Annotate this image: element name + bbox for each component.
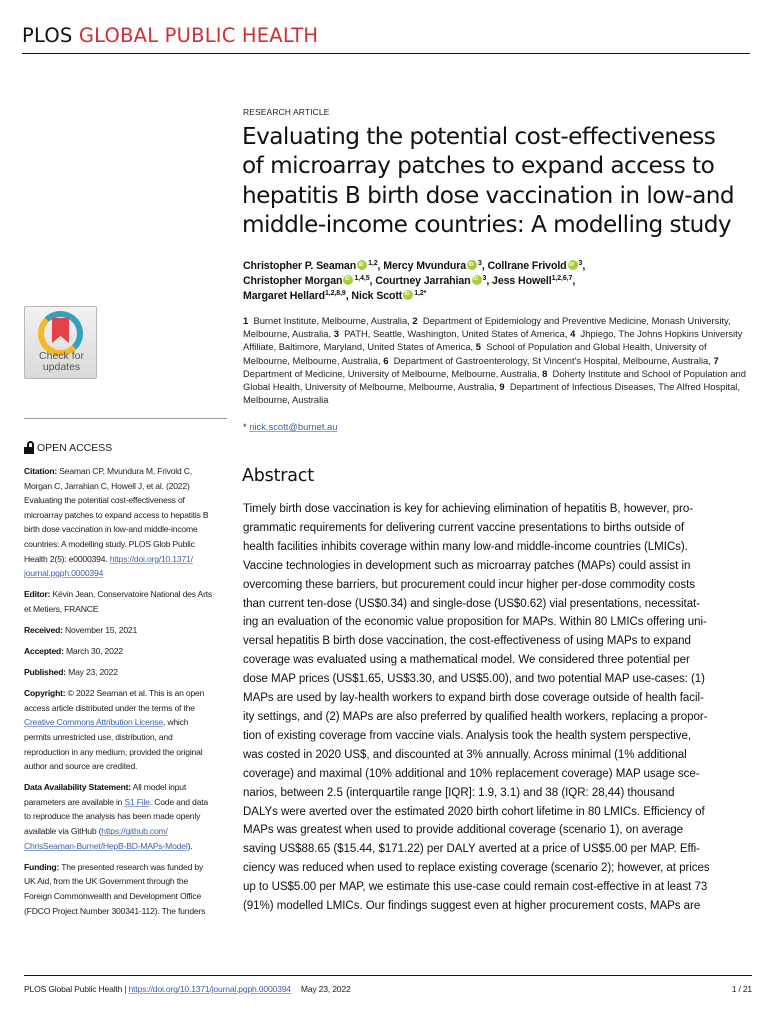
orcid-icon[interactable] (357, 260, 367, 270)
page-footer: PLOS Global Public Health | https://doi.org/10.1371/journal.pgph.0000394 May 23, 2022 1 / 21 (24, 984, 752, 994)
author[interactable]: Nick Scott iD $^{1,2*}$ (351, 290, 426, 302)
author[interactable]: Collrane Frivold iD $^3$ (488, 260, 583, 272)
accepted-date: Accepted: March 30, 2022 (24, 646, 123, 657)
license-link[interactable]: Creative Commons Attribution License (24, 717, 163, 728)
footer-date: May 23, 2022 (300, 984, 351, 994)
data-availability-block: Data Availability Statement: All model input parameters are available in S1 File. Code and data to reproduce the analysis has been made openly available via GitHub (https://github.com/ ChrisSeaman-Burnet/HepB-BD-MAPs-Model). (24, 782, 208, 851)
copyright-block: Copyright: © 2022 Seaman et al. This is an open access article distributed under the terms of the Creative Commons Attribution License, which permits unrestricted use, distribution, and reproduction in any medium, provided the original author and source are credited. (24, 688, 205, 772)
github-link[interactable]: https://github.com/ (101, 826, 168, 837)
github-link-cont[interactable]: ChrisSeaman-Burnet/HepB-BD-MAPs-Model (24, 840, 188, 851)
affiliations: 1 Burnet Institute, Melbourne, Australia, 2 Department of Epidemiology and Preventive Medicine, Monash University, Melbourne, Australia, 3 PATH, Seattle, Washington, United States of America, 4 Jhpiego, The Johns Hopkins University Affiliate, Baltimore, Maryland, United States of America, 5 School of Population and Global Health, University of Melbourne, Melbourne, Australia, 6 Department of Gastroenterology, St Vincent's Hospital, Melbourne, Australia, 7 Department of Medicine, University of Melbourne, Melbourne, Australia, 8 Doherty Institute and School of Population and Global Health, University of Melbourne, Melbourne, Australia, 9 Department of Infectious Diseases, The Alfred Hospital, Melbourne, Australia (243, 315, 746, 406)
author[interactable]: Margaret Hellard$^{1,2,8,9}$ (243, 289, 346, 302)
funding-block: Funding: The presented research was funded by UK Aid, from the UK Government through the Foreign Commonwealth and Development Office (FDCO Project Number 300341-112). The funders (24, 861, 206, 916)
orcid-icon[interactable] (472, 275, 482, 285)
journal-header (22, 26, 750, 46)
author[interactable]: Courtney Jarrahian iD $^3$ (375, 275, 486, 287)
citation-doi-link[interactable]: https://doi.org/10.1371/ (109, 553, 193, 564)
author[interactable]: Christopher P. Seaman iD $^{1,2}$ (243, 260, 378, 272)
citation-doi-link-cont[interactable]: journal.pgph.0000394 (24, 568, 104, 579)
open-lock-icon (24, 441, 35, 454)
article-type-label: RESEARCH ARTICLE (243, 107, 330, 117)
published-date: Published: May 23, 2022 (24, 667, 118, 678)
article-title: Evaluating the potential cost-effectiveness of microarray patches to expand access to hepatitis B birth dose vaccination in low-and middle-income countries: A modelling study (242, 123, 735, 239)
author-list: Christopher P. Seaman iD $^{1,2}$, Mercy Mvundura iD $^3$, Collrane Frivold iD $^3$, Christopher Morgan iD $^{1,4,5}$, Courtney Jarrahian iD $^3$, Jess Howell$^{1,2,6,7}$, Margaret Hellard$^{1,2,8,9}$, Nick Scott iD $^{1,2*}$ (243, 259, 743, 303)
editor-block: Editor: Kévin Jean, Conservatoire National des Arts et Metiers, FRANCE (24, 589, 213, 614)
page-number: 1 / 21 (731, 984, 752, 994)
article-metadata-sidebar (24, 464, 231, 925)
header-divider (22, 53, 750, 54)
journal-name: PLOS GLOBAL PUBLIC HEALTH (22, 24, 319, 47)
footer-doi-link[interactable]: https://doi.org/10.1371/journal.pgph.0000394 (128, 984, 291, 994)
check-updates-label: Check for updates (39, 350, 84, 373)
author[interactable]: Christopher Morgan iD $^{1,4,5}$ (243, 275, 370, 287)
author[interactable]: Mercy Mvundura iD $^3$ (383, 260, 482, 272)
corresponding-email-link[interactable]: nick.scott@burnet.au (249, 421, 338, 432)
author[interactable]: Jess Howell$^{1,2,6,7}$ (492, 274, 573, 287)
received-date: Received: November 15, 2021 (24, 624, 138, 635)
abstract-heading: Abstract (242, 466, 314, 486)
sidebar-divider (24, 418, 227, 419)
orcid-icon[interactable] (403, 290, 413, 300)
orcid-icon[interactable] (568, 260, 578, 270)
open-access-label: OPEN ACCESS (24, 441, 112, 454)
footer-divider (24, 975, 752, 976)
orcid-icon[interactable] (343, 275, 353, 285)
abstract-body: Timely birth dose vaccination is key for achieving elimination of hepatitis B, however, pro- grammatic requirements for delivering current vaccine presentations to births outside of health facilities inhibits coverage within many low-and middle-income countries (LMICs). Vaccine technologies in development such as microarray patches (MAPs) could assist in overcoming these barriers, but procurement could incur higher per-dose commodity costs than current ten-dose (US$0.34) and single-dose (US$0.62) vial presentations, necessitat- ing an evaluation of the economic value proposition for MAPs. Within 80 LMICs offering uni- versal hepatitis B birth dose vaccination, the cost-effectiveness of using MAPs to expand coverage was evaluated using a mathematical model. We considered three potential per dose MAP prices (US$1.65, US$3.30, and US$5.00), and two potential MAP use-cases: (1) MAPs are used by lay-health workers to expand birth dose coverage outside of health facil- ity settings, and (2) MAPs are also preferred by qualified health workers, replacing a propor- tion of existing coverage from vaccine vials. Analysis took the health system perspective, was costed in 2020 US$, and discounted at 3% annually. Across minimal (1% additional coverage) and maximal (10% additional and 10% replacement coverage) MAP usage sce- narios, between 2.5 (interquartile range [IQR]: 1.9, 3.1) and 38 (IQR: 28,44) thousand DALYs were averted over the estimated 2020 birth cohort lifetime in 80 LMICs. Efficiency of MAPs was greatest when used to provide additional coverage (scenario 1), on average saving US$88.65 ($15.44, $171.22) per DALY averted at a price of US$5.00 per MAP. Effi- ciency was reduced when used to replace existing coverage (scenario 2); however, at prices up to US$5.00 per MAP, we estimate this use-case could remain cost-effective in at least 73 (91%) modelled LMICs. Our findings suggest even at higher procurement costs, MAPs are (243, 503, 710, 913)
check-for-updates-badge[interactable] (24, 306, 97, 379)
citation-block: Citation: Seaman CP, Mvundura M, Frivold C, Morgan C, Jarrahian C, Howell J, et al. (2022) Evaluating the potential cost-effectiveness of microarray patches to expand access to hepatitis B birth dose vaccination in low-and middle-income countries: A modelling study. PLOS Glob Public Health 2(5): e0000394. https://doi.org/10.1371/ journal.pgph.0000394 (24, 466, 209, 579)
correspondence: * nick.scott@burnet.au (243, 421, 338, 432)
orcid-icon[interactable] (467, 260, 477, 270)
s1-file-link[interactable]: S1 File (124, 796, 150, 807)
